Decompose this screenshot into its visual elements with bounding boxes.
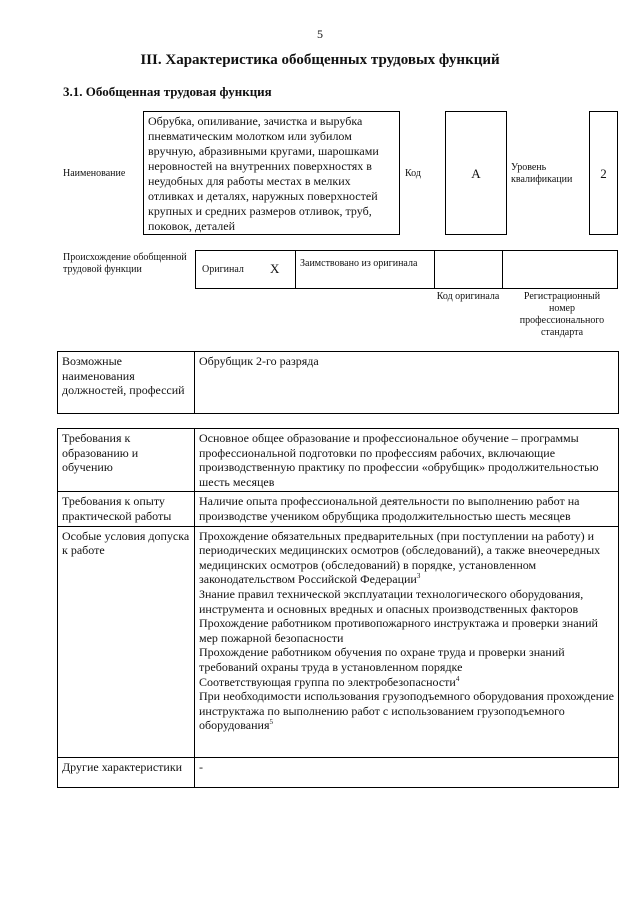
origin-divider-3	[502, 251, 503, 288]
special-item: Прохождение работником противопожарного инструктажа и проверки знаний мер пожарной безопасности	[199, 616, 598, 645]
name-value-box	[143, 111, 400, 235]
education-value: Основное общее образование и профессиональное обучение – программы профессиональной подготовки по профессиям рабочих, включающие производственную практику по профессии «обрубщик» продолжительностью шесть месяцев	[195, 429, 619, 492]
positions-label: Возможные наименования должностей, профессий	[58, 352, 195, 414]
origin-divider-1	[295, 251, 296, 288]
special-item: Прохождение работником обучения по охране труда и проверки знаний требований охраны труда в установленном порядке	[199, 645, 565, 674]
special-conditions-label: Особые условия допуска к работе	[58, 526, 195, 757]
special-item: Знание правил технической эксплуатации технологического оборудования, инструмента и основных вредных и опасных производственных факторов	[199, 586, 584, 616]
experience-label: Требования к опыту практической работы	[58, 492, 195, 526]
subsection-title: 3.1. Обобщенная трудовая функция	[63, 84, 272, 99]
experience-value: Наличие опыта профессиональной деятельности по выполнению работ на производстве учеником обрубщика продолжительностью шесть месяцев	[195, 492, 619, 526]
name-value: Обрубка, опиливание, зачистка и вырубка пневматическим молотком или зубилом вручную, абразивными кругами, шарошками неровностей на внутренних поверхностях в неудобных для работы местах в мелких отливках и деталях, наружных поверхностей крупных и средних размеров отливок, труб, поковок, деталей	[148, 114, 379, 233]
special-item: Прохождение обязательных предварительных (при поступлении на работу) и периодических медицинских осмотров (обследований), а также внеочередных медицинских осмотров (обследований) в порядке, установленном законодательством Российской Федерации$^3$	[199, 528, 601, 587]
level-value-box	[589, 111, 618, 235]
other-characteristics-label: Другие характеристики	[58, 757, 195, 787]
section-title: III. Характеристика обобщенных трудовых функций	[140, 52, 500, 68]
reg-number-label: Регистрационный номер профессионального стандарта	[519, 291, 605, 338]
other-characteristics-value: -	[195, 757, 619, 787]
code-value-box	[445, 111, 507, 235]
requirements-table	[57, 428, 619, 788]
level-value: 2	[600, 166, 607, 181]
level-label: Уровень квалификации	[511, 162, 573, 185]
origin-label: Происхождение обобщенной трудовой функции	[63, 252, 187, 275]
special-item: Соответствующая группа по электробезопасности$^4$	[199, 674, 460, 689]
origin-divider-2	[434, 251, 435, 288]
positions-table	[57, 351, 619, 414]
original-mark: X	[270, 261, 280, 276]
positions-value: Обрубщик 2-го разряда	[195, 352, 619, 414]
code-value: A	[471, 166, 481, 181]
borrowed-label: Заимствовано из оригинала	[300, 258, 418, 269]
special-conditions-value	[195, 526, 619, 757]
education-label: Требования к образованию и обучению	[58, 429, 195, 492]
original-label: Оригинал	[202, 264, 244, 275]
page-number: 5	[317, 27, 323, 41]
name-label: Наименование	[63, 168, 126, 179]
special-item: При необходимости использования грузоподъемного оборудования прохождение инструктажа по выполнению работ с использованием грузоподъемного оборудования$^5$	[199, 689, 614, 733]
code-original-label: Код оригинала	[436, 291, 500, 302]
code-label: Код	[405, 168, 421, 179]
origin-row-box	[195, 250, 618, 289]
